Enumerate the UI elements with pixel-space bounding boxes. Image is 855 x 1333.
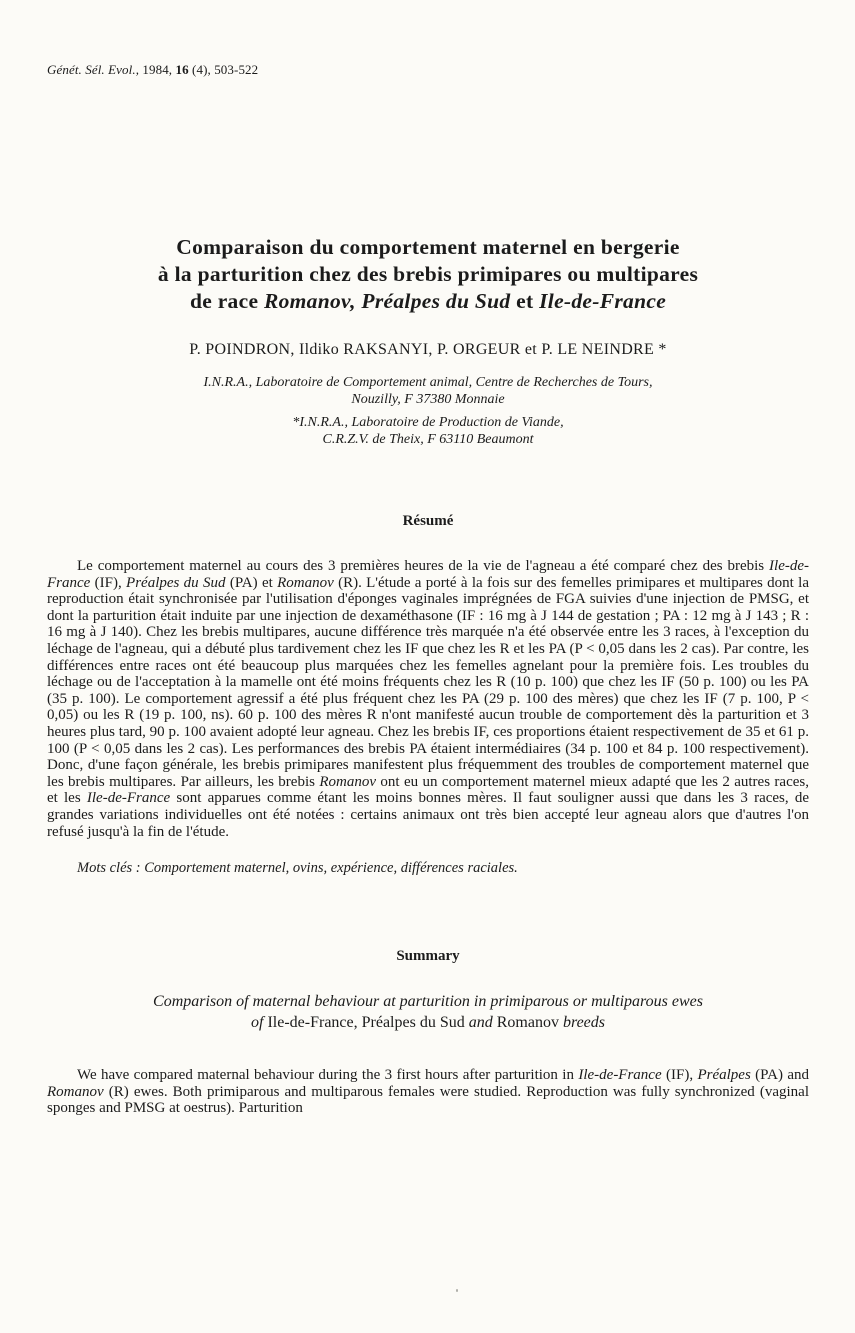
affiliation-2-line-2: C.R.Z.V. de Theix, F 63110 Beaumont bbox=[322, 432, 534, 447]
summary-title-line-2: of Ile-de-France, Préalpes du Sud and Romanov breeds bbox=[251, 1014, 605, 1032]
authors-line: P. POINDRON, Ildiko RAKSANYI, P. ORGEUR et P. LE NEINDRE * bbox=[189, 341, 667, 358]
affiliation-1-line-1: I.N.R.A., Laboratoire de Comportement animal, Centre de Recherches de Tours, bbox=[203, 375, 653, 390]
summary-title bbox=[47, 991, 809, 1033]
keywords-line: Mots clés : Comportement maternel, ovins, expérience, différences raciales. bbox=[77, 860, 518, 877]
article-title bbox=[47, 234, 809, 315]
journal-citation: Génét. Sél. Evol., 1984, 16 (4), 503-522 bbox=[47, 62, 259, 77]
affiliation-2-line-1: *I.N.R.A., Laboratoire de Production de Viande, bbox=[292, 415, 564, 430]
scan-artifact-dot bbox=[456, 1289, 458, 1292]
affiliations-block bbox=[47, 374, 809, 448]
summary-paragraph: We have compared maternal behaviour during the 3 first hours after parturition in Ile-de-France (IF), Préalpes (PA) and Romanov (R) ewes. Both primiparous and multiparous females were studied. Reproduction was fully synchronized (vaginal sponges and PMSG at oestrus). Parturition bbox=[47, 1067, 809, 1117]
summary-title-line-1: Comparison of maternal behaviour at parturition in primiparous or multiparous ewes bbox=[153, 993, 703, 1011]
article-title-line-3: de race Romanov, Préalpes du Sud et Ile-de-France bbox=[189, 289, 667, 313]
affiliation-1-line-2: Nouzilly, F 37380 Monnaie bbox=[351, 392, 505, 407]
summary-heading: Summary bbox=[396, 948, 460, 965]
resume-abstract-paragraph: Le comportement maternel au cours des 3 premières heures de la vie de l'agneau a été comparé chez des brebis Ile-de-France (IF), Préalpes du Sud (PA) et Romanov (R). L'étude a porté à la fois sur des femelles primipares et multipares dont la reproduction était synchronisée par l'utilisation d'éponges vaginales imprégnées de FGA suivies d'une injection de PMSG, et dont la parturition était induite par une injection de dexaméthasone (IF : 16 mg à J 144 de gestation ; PA : 12 mg à J 143 ; R : 16 mg à J 140). Chez les brebis multipares, aucune différence très marquée n'a été observée entre les 3 races, à l'exception du léchage de l'agneau, qui a débuté plus tardivement chez les IF que chez les R et les PA (P < 0,05 dans les 2 cas). Par contre, les différences entre races ont été beaucoup plus marquées chez les femelles agnelant pour la première fois. Les troubles du léchage ou de l'acceptation à la mamelle ont été moins fréquents chez les R (10 p. 100) que chez les IF (50 p. 100) ou les PA (35 p. 100). Le comportement agressif a été plus fréquent chez les PA (29 p. 100 des mères) que chez les IF (7 p. 100, P < 0,05) ou les R (19 p. 100, ns). 60 p. 100 des mères R n'ont manifesté aucun trouble de comportement dès la parturition et 3 heures plus tard, 90 p. 100 avaient adopté leur agneau. Chez les brebis IF, ces proportions étaient respectivement de 35 et 61 p. 100 (P < 0,05 dans les 2 cas). Les performances des brebis PA étaient intermédiaires (34 p. 100 et 84 p. 100 respectivement). Donc, d'une façon générale, les brebis primipares manifestent plus fréquemment des troubles de comportement maternel que les brebis multipares. Par ailleurs, les brebis Romanov ont eu un comportement maternel mieux adapté que les 2 autres races, et les Ile-de-France sont apparues comme étant les moins bonnes mères. Il faut souligner aussi que dans les 3 races, de grandes variations individuelles ont été notées : certains animaux ont très bien accepté leur agneau alors que d'autres l'on refusé jusqu'à la fin de l'étude. bbox=[47, 558, 809, 840]
resume-heading: Résumé bbox=[402, 513, 454, 529]
article-title-line-1: Comparaison du comportement maternel en bergerie bbox=[176, 235, 680, 259]
article-title-line-2: à la parturition chez des brebis primipares ou multipares bbox=[157, 262, 699, 286]
